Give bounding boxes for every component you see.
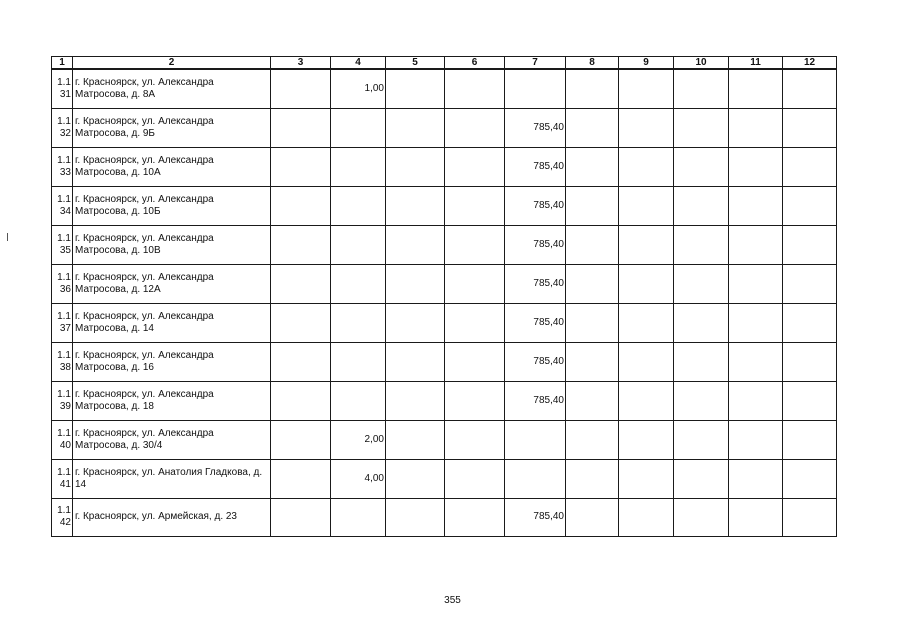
cell-col11 [729, 225, 783, 264]
data-table [51, 56, 837, 537]
cell-col12 [783, 342, 837, 381]
cell-col7: 785,40 [505, 498, 566, 536]
cell-col3 [271, 147, 331, 186]
cell-col3 [271, 498, 331, 536]
row-index: 1.1 42 [52, 498, 73, 536]
row-index: 1.1 31 [52, 69, 73, 108]
cell-col11 [729, 498, 783, 536]
cell-col7: 785,40 [505, 303, 566, 342]
cell-col6 [445, 147, 505, 186]
column-header: 6 [445, 57, 505, 70]
cell-col9 [619, 342, 674, 381]
cell-col8 [566, 147, 619, 186]
cell-col10 [674, 69, 729, 108]
cell-col9 [619, 225, 674, 264]
cell-col12 [783, 303, 837, 342]
cell-col8 [566, 108, 619, 147]
cell-col4 [331, 147, 386, 186]
row-index: 1.1 35 [52, 225, 73, 264]
cell-col4 [331, 303, 386, 342]
cell-col5 [386, 147, 445, 186]
table-row [52, 498, 837, 536]
table-row [52, 420, 837, 459]
cell-col9 [619, 147, 674, 186]
cell-col10 [674, 108, 729, 147]
row-index: 1.1 40 [52, 420, 73, 459]
cell-col4 [331, 108, 386, 147]
cell-col4: 2,00 [331, 420, 386, 459]
column-header: 3 [271, 57, 331, 70]
cell-col11 [729, 342, 783, 381]
table-row [52, 381, 837, 420]
cell-col7: 785,40 [505, 147, 566, 186]
cell-col10 [674, 498, 729, 536]
row-address: г. Красноярск, ул. Александра Матросова, д. 10Б [73, 186, 271, 225]
cell-col4 [331, 498, 386, 536]
cell-col5 [386, 264, 445, 303]
cell-col11 [729, 303, 783, 342]
cell-col9 [619, 459, 674, 498]
cell-col5 [386, 69, 445, 108]
table-row [52, 459, 837, 498]
cell-col3 [271, 186, 331, 225]
row-address: г. Красноярск, ул. Александра Матросова, д. 16 [73, 342, 271, 381]
column-header: 12 [783, 57, 837, 70]
cell-col12 [783, 264, 837, 303]
cell-col8 [566, 225, 619, 264]
row-index: 1.1 34 [52, 186, 73, 225]
cell-col8 [566, 264, 619, 303]
cell-col3 [271, 342, 331, 381]
row-index: 1.1 39 [52, 381, 73, 420]
cell-col6 [445, 69, 505, 108]
cell-col10 [674, 420, 729, 459]
cell-col3 [271, 381, 331, 420]
cell-col7: 785,40 [505, 381, 566, 420]
row-address: г. Красноярск, ул. Анатолия Гладкова, д. 14 [73, 459, 271, 498]
cell-col6 [445, 108, 505, 147]
cell-col9 [619, 381, 674, 420]
cell-col12 [783, 420, 837, 459]
cell-col5 [386, 498, 445, 536]
column-header: 9 [619, 57, 674, 70]
row-address: г. Красноярск, ул. Александра Матросова, д. 9Б [73, 108, 271, 147]
cell-col12 [783, 225, 837, 264]
cell-col5 [386, 459, 445, 498]
cell-col7: 785,40 [505, 225, 566, 264]
row-address: г. Красноярск, ул. Александра Матросова, д. 14 [73, 303, 271, 342]
cell-col7: 785,40 [505, 186, 566, 225]
cell-col6 [445, 420, 505, 459]
column-header: 8 [566, 57, 619, 70]
cell-col6 [445, 342, 505, 381]
column-header: 4 [331, 57, 386, 70]
row-index: 1.1 33 [52, 147, 73, 186]
cell-col7: 785,40 [505, 108, 566, 147]
cell-col3 [271, 303, 331, 342]
cell-col11 [729, 147, 783, 186]
cell-col5 [386, 303, 445, 342]
cell-col5 [386, 342, 445, 381]
cell-col9 [619, 303, 674, 342]
cell-col6 [445, 498, 505, 536]
table-row [52, 108, 837, 147]
cell-col11 [729, 186, 783, 225]
cell-col9 [619, 498, 674, 536]
cell-col12 [783, 498, 837, 536]
cell-col3 [271, 420, 331, 459]
cell-col11 [729, 264, 783, 303]
cell-col4 [331, 342, 386, 381]
cell-col9 [619, 420, 674, 459]
cell-col8 [566, 303, 619, 342]
row-index: 1.1 37 [52, 303, 73, 342]
cell-col7: 785,40 [505, 342, 566, 381]
cell-col10 [674, 264, 729, 303]
column-header: 7 [505, 57, 566, 70]
cell-col11 [729, 459, 783, 498]
margin-mark [7, 233, 8, 241]
cell-col10 [674, 342, 729, 381]
cell-col4 [331, 186, 386, 225]
cell-col7 [505, 459, 566, 498]
cell-col6 [445, 459, 505, 498]
cell-col10 [674, 147, 729, 186]
row-address: г. Красноярск, ул. Александра Матросова, д. 10В [73, 225, 271, 264]
cell-col11 [729, 420, 783, 459]
cell-col6 [445, 381, 505, 420]
cell-col9 [619, 186, 674, 225]
table-row [52, 147, 837, 186]
cell-col9 [619, 69, 674, 108]
cell-col6 [445, 264, 505, 303]
cell-col6 [445, 303, 505, 342]
page-number: 355 [444, 595, 461, 606]
cell-col6 [445, 186, 505, 225]
cell-col12 [783, 69, 837, 108]
cell-col9 [619, 264, 674, 303]
cell-col8 [566, 342, 619, 381]
cell-col6 [445, 225, 505, 264]
column-header: 1 [52, 57, 73, 70]
cell-col4 [331, 225, 386, 264]
cell-col12 [783, 381, 837, 420]
cell-col7 [505, 420, 566, 459]
cell-col12 [783, 108, 837, 147]
table-row [52, 186, 837, 225]
cell-col5 [386, 420, 445, 459]
table-row [52, 342, 837, 381]
cell-col10 [674, 459, 729, 498]
cell-col5 [386, 381, 445, 420]
cell-col3 [271, 69, 331, 108]
cell-col3 [271, 225, 331, 264]
cell-col10 [674, 381, 729, 420]
cell-col11 [729, 381, 783, 420]
cell-col10 [674, 303, 729, 342]
row-address: г. Красноярск, ул. Александра Матросова, д. 18 [73, 381, 271, 420]
cell-col8 [566, 381, 619, 420]
column-header: 2 [73, 57, 271, 70]
cell-col11 [729, 69, 783, 108]
row-index: 1.1 32 [52, 108, 73, 147]
cell-col8 [566, 186, 619, 225]
cell-col4: 4,00 [331, 459, 386, 498]
cell-col10 [674, 186, 729, 225]
cell-col10 [674, 225, 729, 264]
cell-col3 [271, 264, 331, 303]
cell-col12 [783, 147, 837, 186]
table-row [52, 225, 837, 264]
row-index: 1.1 36 [52, 264, 73, 303]
table-row [52, 264, 837, 303]
row-index: 1.1 38 [52, 342, 73, 381]
cell-col5 [386, 186, 445, 225]
row-address: г. Красноярск, ул. Александра Матросова, д. 8А [73, 69, 271, 108]
cell-col8 [566, 498, 619, 536]
row-address: г. Красноярск, ул. Александра Матросова, д. 12А [73, 264, 271, 303]
cell-col7 [505, 69, 566, 108]
table-row [52, 303, 837, 342]
cell-col7: 785,40 [505, 264, 566, 303]
cell-col12 [783, 459, 837, 498]
cell-col8 [566, 69, 619, 108]
row-address: г. Красноярск, ул. Александра Матросова, д. 30/4 [73, 420, 271, 459]
cell-col4 [331, 381, 386, 420]
row-index: 1.1 41 [52, 459, 73, 498]
column-header: 11 [729, 57, 783, 70]
cell-col9 [619, 108, 674, 147]
row-address: г. Красноярск, ул. Александра Матросова, д. 10А [73, 147, 271, 186]
table-row [52, 69, 837, 108]
header-row [52, 57, 837, 70]
column-header: 5 [386, 57, 445, 70]
cell-col12 [783, 186, 837, 225]
column-header: 10 [674, 57, 729, 70]
cell-col5 [386, 225, 445, 264]
row-address: г. Красноярск, ул. Армейская, д. 23 [73, 498, 271, 536]
cell-col4: 1,00 [331, 69, 386, 108]
cell-col5 [386, 108, 445, 147]
cell-col11 [729, 108, 783, 147]
cell-col3 [271, 459, 331, 498]
cell-col3 [271, 108, 331, 147]
cell-col8 [566, 420, 619, 459]
cell-col4 [331, 264, 386, 303]
cell-col8 [566, 459, 619, 498]
